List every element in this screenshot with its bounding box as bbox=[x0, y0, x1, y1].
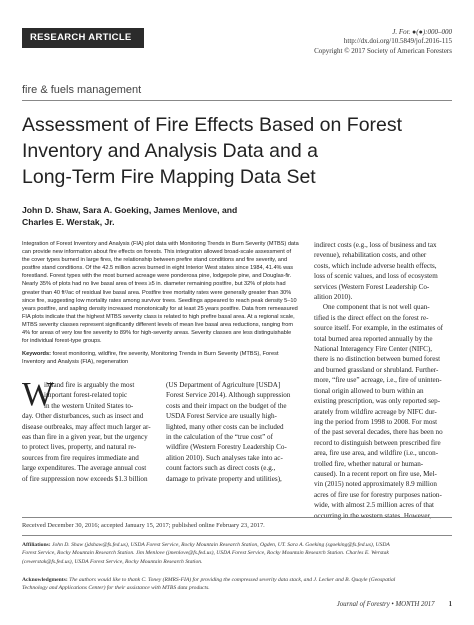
abstract-line: greater than 40 ft²/ac of residual live basal area. Postfire tree mortality rates were generally greater than 30% bbox=[22, 289, 292, 296]
body-line: in the western United States to- bbox=[44, 401, 134, 410]
page-number: 1 bbox=[448, 601, 452, 608]
ack-text: The authors would like to thank C. Toney (RMRS-FIA) for providing the compressed severity data stack, and J. Lecker and B. Quayle (Geospatial bbox=[69, 577, 396, 583]
abstract-line: the cover types burned in large fires, the relationship between prefire stand conditions and fire severity, and bbox=[22, 257, 288, 264]
body-column-2 bbox=[166, 380, 300, 484]
body-line: large expenditures. The average annual cost bbox=[22, 464, 147, 473]
body-line: services (Western Forest Leadership Co- bbox=[314, 282, 430, 291]
footnote-divider bbox=[22, 517, 452, 518]
body-line: area, fire use area, and wildfire (i.e., uncon- bbox=[314, 449, 439, 458]
body-line: source itself. For example, in the estimates of bbox=[314, 324, 444, 333]
affiliation-text: John D. Shaw (jdshaw@fs.fed.us), USDA Forest Service, Rocky Mountain Research Station, Ogden, UT. Sara A. Goeking (sgoeking@fs.fed.us), USDA bbox=[52, 542, 390, 548]
keywords-line: Inventory and Analysis (FIA), regeneration bbox=[22, 359, 129, 366]
body-line: loss of scenic values, and loss of ecosystem bbox=[314, 272, 438, 281]
affiliations bbox=[22, 541, 454, 566]
abstract-line: years postfire, and sapling density increased monotonically for at least 25 years postfire. Data from remeasured bbox=[22, 305, 298, 312]
body-line: wide, with almost 2.5 million acres of that bbox=[314, 501, 434, 510]
body-line: ildland fire is arguably the most bbox=[44, 381, 135, 389]
body-line: caused). In a recent report on fire use, Mel- bbox=[314, 469, 437, 478]
body-line: USDA Forest Service are usually high- bbox=[166, 412, 277, 421]
body-line: arately from wildfire acreage by NIFC dur- bbox=[314, 407, 437, 416]
abstract-line: MTBS severity classes represent significantly different levels of mean live basal area reductions, ranging from bbox=[22, 321, 294, 328]
abstract-line: for individual forest-type groups. bbox=[22, 338, 102, 345]
body-line: alition 2010). bbox=[314, 293, 353, 302]
body-line: indirect costs (e.g., loss of business and tax bbox=[314, 241, 437, 249]
footnote-divider bbox=[22, 535, 452, 536]
body-line: One component that is not well quan- bbox=[314, 303, 430, 312]
body-line: costs and their impact on the budget of the bbox=[166, 401, 287, 410]
author-list bbox=[22, 205, 237, 228]
body-line: acres of fire use for forestry purposes nation- bbox=[314, 490, 442, 499]
article-title bbox=[22, 112, 462, 190]
doi-link[interactable]: http://dx.doi.org/10.5849/jof.2016-115 bbox=[343, 37, 452, 46]
ack-line bbox=[22, 576, 395, 584]
affiliation-line bbox=[22, 541, 454, 549]
body-line: lighted, many other costs can be included bbox=[166, 422, 284, 431]
acknowledgments bbox=[22, 576, 395, 593]
acknowledgments-label: Acknowledgments: bbox=[22, 577, 68, 583]
body-line: wildfire (Western Forestry Leadership Co- bbox=[166, 443, 287, 452]
affiliations-label: Affiliations: bbox=[22, 542, 51, 548]
abstract-line: Integration of Forest Inventory and Analysis (FIA) plot data with Monitoring Trends in Burn Severity (MTBS) data bbox=[22, 241, 299, 247]
body-line: more, “fire use” acreage, i.e., fire of uninten- bbox=[314, 376, 442, 385]
body-line: trolled fire, whether natural or human- bbox=[314, 459, 424, 468]
body-line: National Interagency Fire Center (NIFC), bbox=[314, 345, 432, 354]
body-line: there is no distinction between burned forest bbox=[314, 355, 441, 364]
ack-line: Technology and Applications Center) for their assistance with MTBS data products. bbox=[22, 585, 210, 592]
title-line: Inventory and Analysis Data and a bbox=[22, 140, 318, 162]
affiliation-line: (cewerstak@fs.fed.us), USDA Forest Service, Rocky Mountain Research Station. bbox=[22, 558, 203, 565]
author-line: Charles E. Werstak, Jr. bbox=[22, 216, 115, 227]
title-line: Assessment of Fire Effects Based on Forest bbox=[22, 114, 403, 136]
body-line: damage to private property and utilities), bbox=[166, 474, 282, 483]
journal-info bbox=[314, 28, 452, 56]
body-line: vin (2015) noted approximately 8.9 million bbox=[314, 480, 437, 489]
body-line: record to distinguish between prescribed fire bbox=[314, 438, 441, 447]
abstract-line: since fire, suggesting low mortality rates among survivor trees. Seedlings appeared to reach peak density 5–10 bbox=[22, 297, 297, 304]
body-line: Forest Service 2014). Although suppression bbox=[166, 391, 291, 400]
body-line: day. Other disturbances, such as insect and bbox=[22, 412, 144, 421]
body-line: of fire suppression now exceeds $1.3 billion bbox=[22, 474, 148, 483]
body-line: of the past several decades, there has been no bbox=[314, 428, 443, 437]
body-line: count factors such as direct costs (e.g., bbox=[166, 464, 276, 473]
abstract-line: forestland. Forest types with the most burned acreage were ponderosa pine, lodgepole pine, and Douglas-fir. bbox=[22, 273, 292, 280]
body-line: (US Department of Agriculture [USDA] bbox=[166, 381, 281, 389]
body-column-3 bbox=[314, 240, 454, 521]
received-dates: Received December 30, 2016; accepted January 15, 2017; published online February 23, 2017. bbox=[22, 522, 265, 529]
keywords-label: Keywords: bbox=[22, 351, 52, 357]
section-heading: fire & fuels management bbox=[22, 84, 142, 96]
body-line: tified is the direct effect on the forest re- bbox=[314, 313, 429, 322]
body-line: disease outbreaks, may affect much larger ar- bbox=[22, 422, 151, 431]
abstract-line: can provide new information about fire effects on forests. This integration allowed broad-scale assessment of bbox=[22, 249, 292, 256]
author-line: John D. Shaw, Sara A. Goeking, James Menlove, and bbox=[22, 205, 238, 215]
keywords-line bbox=[22, 350, 298, 358]
body-column-1 bbox=[22, 376, 156, 484]
abstract-line: FIA plots indicate that the highest MTBS severity class is related to high prefire basal area. At a regional scale, bbox=[22, 313, 295, 320]
keywords-text: forest monitoring, wildfire, fire severity, Monitoring Trends in Burn Severity (MTBS), Forest bbox=[52, 351, 279, 357]
keywords bbox=[22, 350, 298, 366]
body-line: eas than fire in a given year, but the urgency bbox=[22, 433, 148, 442]
abstract-line: 4% for areas of very low fire severity to 89% for high-severity areas. Severity classes are less distinguishable bbox=[22, 330, 292, 337]
body-line: ing the period from 1998 to 2008. For most bbox=[314, 417, 438, 426]
body-line: sources from fire requires immediate and bbox=[22, 453, 139, 462]
body-line: occurring in the western states. However, bbox=[314, 511, 432, 520]
body-line: to protect lives, property, and natural re- bbox=[22, 443, 137, 452]
body-line: tional origin allowed to burn within an bbox=[314, 386, 424, 395]
article-type-badge: RESEARCH ARTICLE bbox=[22, 28, 144, 48]
abstract-line: postfire stand conditions. Of the 42.5 million acres burned in eight Interior West states since 1984, 41.4% was bbox=[22, 265, 294, 272]
copyright-line: Copyright © 2017 Society of American Foresters bbox=[314, 46, 452, 55]
abstract bbox=[22, 240, 298, 345]
body-line: total burned area reported annually by the bbox=[314, 334, 433, 343]
drop-cap: W bbox=[22, 376, 55, 413]
affiliation-line: Forest Service, Rocky Mountain Research Station. Jim Menlove (jmenlove@fs.fed.us), USDA Forest Service, Rocky Mountain Research Station. Charles E. Werstak bbox=[22, 550, 389, 557]
journal-citation: J. For. ●(●):000–000 bbox=[392, 28, 452, 36]
page-footer bbox=[337, 601, 452, 608]
body-line: and burned grassland or shrubland. Further- bbox=[314, 365, 439, 374]
section-divider bbox=[22, 100, 452, 101]
body-line: in the calculation of the “true cost” of bbox=[166, 433, 273, 442]
body-line: alition 2010). Such analyses take into ac- bbox=[166, 453, 283, 462]
body-line: revenue), rehabilitation costs, and other bbox=[314, 251, 427, 260]
title-line: Long-Term Fire Mapping Data Set bbox=[22, 166, 316, 188]
body-line: important forest-related topic bbox=[44, 391, 128, 400]
body-line: existing prescription, was only reported sep- bbox=[314, 397, 441, 406]
abstract-line: Nearly 35% of plots had no live basal area of trees ≥5 in. diameter remaining postfire, but 32% of plots had bbox=[22, 281, 286, 288]
body-line: costs, which include adverse health effects, bbox=[314, 261, 437, 270]
footer-journal: Journal of Forestry • MONTH 2017 bbox=[336, 601, 435, 608]
